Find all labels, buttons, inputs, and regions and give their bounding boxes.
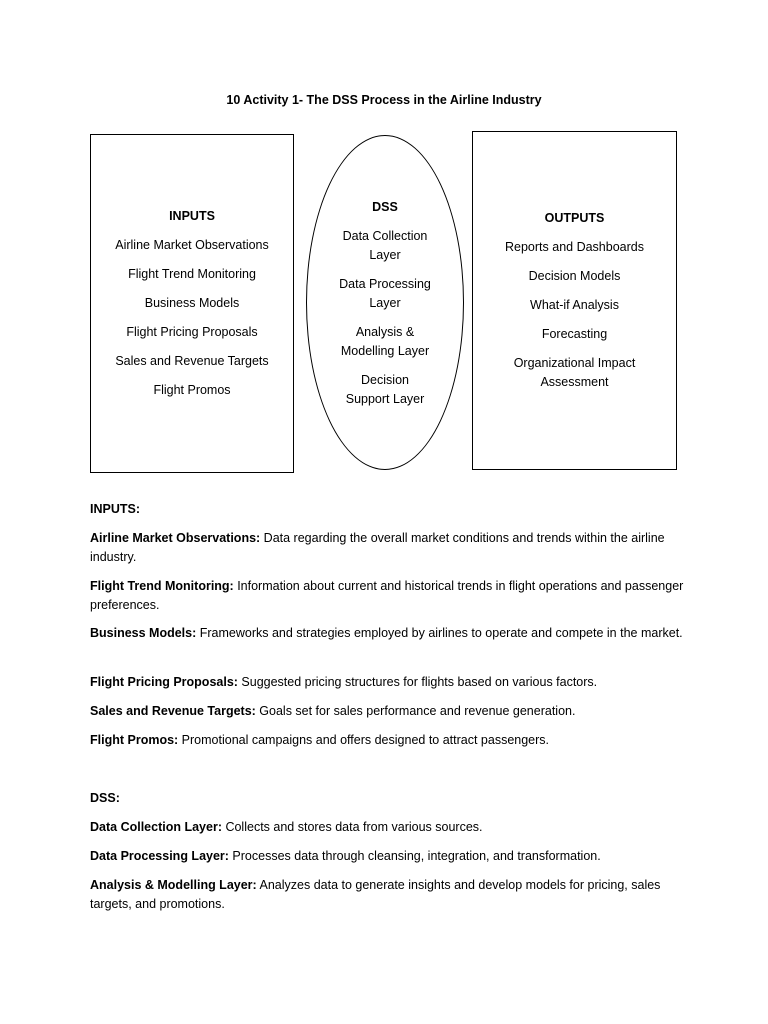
dss-item-line: Data Processing xyxy=(339,277,431,291)
entry-term: Sales and Revenue Targets: xyxy=(90,704,256,718)
entry-text: Information about current and historical trends in flight operations and passenger preferences. xyxy=(90,579,684,612)
dss-item-line: Decision xyxy=(361,373,409,387)
dss-item-line: Analysis & xyxy=(355,325,415,339)
dss-item-line: Layer xyxy=(369,296,401,310)
outputs-column xyxy=(474,209,675,392)
page-title: 10 Activity 1- The DSS Process in the Airline Industry xyxy=(226,93,542,107)
input-item: Flight Promos xyxy=(153,383,231,397)
dss-item xyxy=(310,323,460,361)
dss-section-heading xyxy=(90,789,690,808)
section-heading: INPUTS: xyxy=(90,502,140,516)
dss-entry xyxy=(90,818,690,837)
inputs-entry xyxy=(90,702,690,721)
entry-text: Goals set for sales performance and revenue generation. xyxy=(255,704,576,718)
dss-item xyxy=(310,371,460,409)
dss-item xyxy=(310,275,460,313)
dss-item xyxy=(310,227,460,265)
entry-term: Analysis & Modelling Layer: xyxy=(90,878,257,892)
entry-text: Collects and stores data from various sources. xyxy=(221,820,483,834)
entry-text: Suggested pricing structures for flights based on various factors. xyxy=(237,675,598,689)
inputs-section-heading xyxy=(90,500,690,519)
entry-text: Processes data through cleansing, integration, and transformation. xyxy=(228,849,601,863)
dss-column xyxy=(310,198,460,409)
input-item: Business Models xyxy=(144,296,240,310)
input-item: Flight Pricing Proposals xyxy=(126,325,258,339)
entry-text: Data regarding the overall market conditions and trends within the airline industry. xyxy=(90,531,665,564)
section-heading: DSS: xyxy=(90,791,120,805)
input-item: Airline Market Observations xyxy=(115,238,269,252)
dss-item-line: Modelling Layer xyxy=(340,344,430,358)
output-item: Reports and Dashboards xyxy=(505,240,644,254)
outputs-heading: OUTPUTS xyxy=(544,211,605,225)
output-item: Decision Models xyxy=(528,269,621,283)
entry-term: Flight Pricing Proposals: xyxy=(90,675,238,689)
output-item xyxy=(474,354,675,392)
entry-term: Flight Promos: xyxy=(90,733,179,747)
inputs-heading: INPUTS xyxy=(169,209,215,223)
entry-term: Airline Market Observations: xyxy=(90,531,261,545)
dss-entry xyxy=(90,876,690,914)
entry-term: Data Collection Layer: xyxy=(90,820,222,834)
input-item: Flight Trend Monitoring xyxy=(128,267,256,281)
entry-term: Data Processing Layer: xyxy=(90,849,229,863)
inputs-entry xyxy=(90,624,690,643)
dss-heading: DSS xyxy=(372,200,398,214)
inputs-entry xyxy=(90,673,690,692)
output-item-line: Assessment xyxy=(540,375,609,389)
inputs-entry xyxy=(90,731,690,750)
input-item: Sales and Revenue Targets xyxy=(115,354,269,368)
inputs-entry xyxy=(90,529,690,567)
entry-term: Business Models: xyxy=(90,626,197,640)
output-item-line: Organizational Impact xyxy=(513,356,636,370)
dss-entry xyxy=(90,847,690,866)
output-item: Forecasting xyxy=(541,327,608,341)
output-item: What-if Analysis xyxy=(530,298,619,312)
dss-item-line: Support Layer xyxy=(345,392,425,406)
inputs-column xyxy=(92,207,292,400)
dss-item-line: Data Collection xyxy=(342,229,428,243)
dss-item-line: Layer xyxy=(369,248,401,262)
inputs-entry xyxy=(90,577,690,615)
entry-text: Promotional campaigns and offers designed to attract passengers. xyxy=(178,733,550,747)
entry-text: Analyzes data to generate insights and develop models for pricing, sales targets, and promotions. xyxy=(90,878,661,911)
entry-text: Frameworks and strategies employed by airlines to operate and compete in the market. xyxy=(196,626,683,640)
entry-term: Flight Trend Monitoring: xyxy=(90,579,234,593)
